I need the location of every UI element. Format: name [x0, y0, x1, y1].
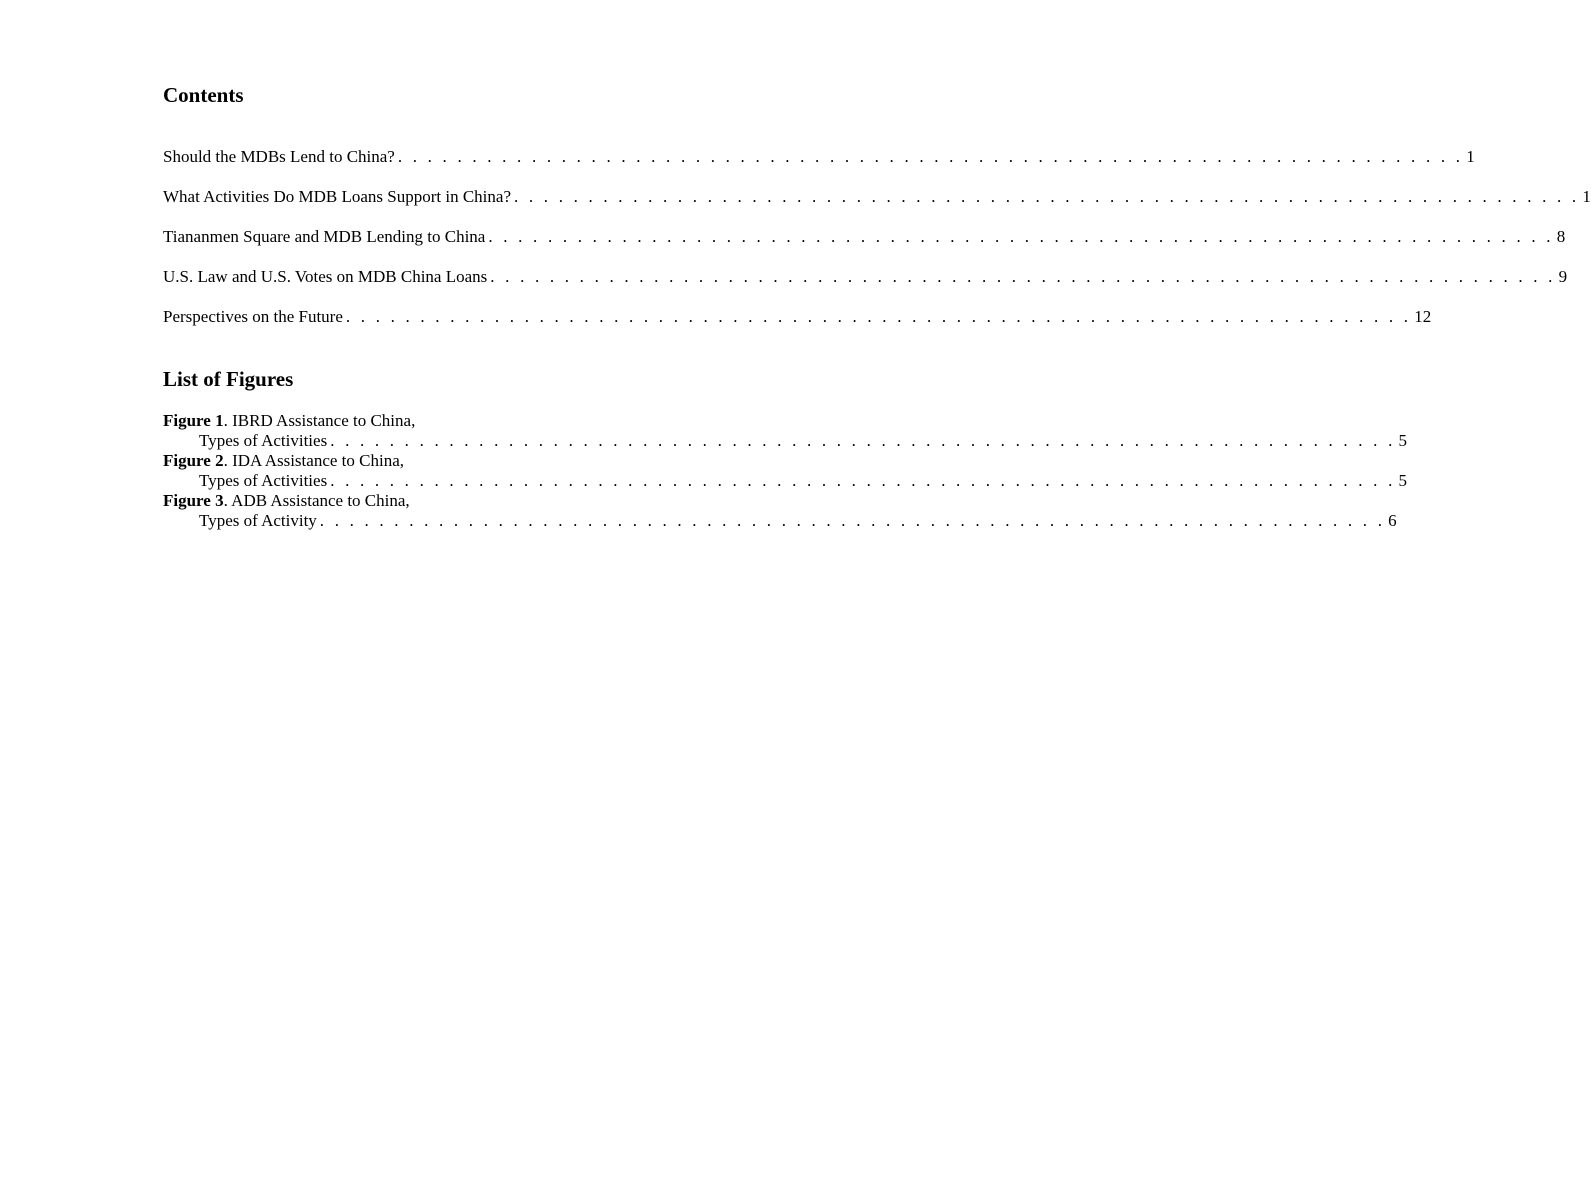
figure-label: Figure 3: [163, 491, 224, 510]
figure-entry[interactable]: [199, 430, 1408, 451]
dot-leader: . . . . . . . . . . . . . . . . . . . . . . . . . . . . . . . . . . . . . . . . . . . . . . . . . . . . . . . . . . . . . . . . . . . . . . . .: [397, 147, 1464, 166]
figure-entry-caption[interactable]: [163, 490, 410, 511]
toc-entry[interactable]: [163, 226, 1566, 247]
dot-leader: . . . . . . . . . . . . . . . . . . . . . . . . . . . . . . . . . . . . . . . . . . . . . . . . . . . . . . . . . . . . . . . . . . . . . . . .: [330, 471, 1396, 490]
figure-subtitle: Types of Activities: [199, 471, 328, 490]
toc-entry[interactable]: [163, 306, 1432, 327]
figure-page: 5: [1398, 431, 1408, 450]
dot-leader: . . . . . . . . . . . . . . . . . . . . . . . . . . . . . . . . . . . . . . . . . . . . . . . . . . . . . . . . . . . . . . . . . . . . . . . .: [330, 431, 1396, 450]
toc-entry-page: 12: [1414, 307, 1432, 326]
figure-entry[interactable]: [199, 510, 1397, 531]
toc-entry-page: 9: [1558, 267, 1568, 286]
dot-leader: . . . . . . . . . . . . . . . . . . . . . . . . . . . . . . . . . . . . . . . . . . . . . . . . . . . . . . . . . . . . . . . . . . . . . . . .: [514, 187, 1580, 206]
toc-entry[interactable]: [163, 146, 1475, 167]
dot-leader: . . . . . . . . . . . . . . . . . . . . . . . . . . . . . . . . . . . . . . . . . . . . . . . . . . . . . . . . . . . . . . . . . . . . . . . .: [488, 227, 1554, 246]
figure-entry-caption[interactable]: [163, 450, 404, 471]
figure-entry-caption[interactable]: [163, 410, 415, 431]
figure-caption-text: . ADB Assistance to China,: [223, 491, 410, 510]
toc-entry[interactable]: [163, 266, 1568, 287]
toc-entry-title: Perspectives on the Future: [163, 307, 343, 326]
figure-page: 5: [1398, 471, 1408, 490]
dot-leader: . . . . . . . . . . . . . . . . . . . . . . . . . . . . . . . . . . . . . . . . . . . . . . . . . . . . . . . . . . . . . . . . . . . . . . . .: [490, 267, 1556, 286]
toc-entry-title: What Activities Do MDB Loans Support in China?: [163, 187, 511, 206]
toc-entry-page: 8: [1556, 227, 1566, 246]
figure-caption-text: . IBRD Assistance to China,: [223, 411, 416, 430]
toc-entry-title: Tiananmen Square and MDB Lending to China: [163, 227, 486, 246]
toc-entry-page: 1: [1466, 147, 1475, 166]
figure-label: Figure 2: [163, 451, 224, 470]
toc-entry[interactable]: [163, 186, 1591, 207]
figure-caption-text: . IDA Assistance to China,: [223, 451, 404, 470]
toc-entry-title: Should the MDBs Lend to China?: [163, 147, 395, 166]
contents-heading: Contents: [163, 83, 244, 107]
list-of-figures-heading: List of Figures: [163, 367, 294, 391]
dot-leader: . . . . . . . . . . . . . . . . . . . . . . . . . . . . . . . . . . . . . . . . . . . . . . . . . . . . . . . . . . . . . . . . . . . . . . . .: [345, 307, 1412, 326]
figure-subtitle: Types of Activities: [199, 431, 328, 450]
figure-label: Figure 1: [163, 411, 224, 430]
toc-entry-title: U.S. Law and U.S. Votes on MDB China Loans: [163, 267, 488, 286]
figure-subtitle: Types of Activity: [199, 511, 317, 530]
toc-entry-page: 1: [1582, 187, 1591, 206]
dot-leader: . . . . . . . . . . . . . . . . . . . . . . . . . . . . . . . . . . . . . . . . . . . . . . . . . . . . . . . . . . . . . . . . . . . . . . . .: [319, 511, 1386, 530]
figure-page: 6: [1388, 511, 1397, 530]
figure-entry[interactable]: [199, 470, 1408, 491]
